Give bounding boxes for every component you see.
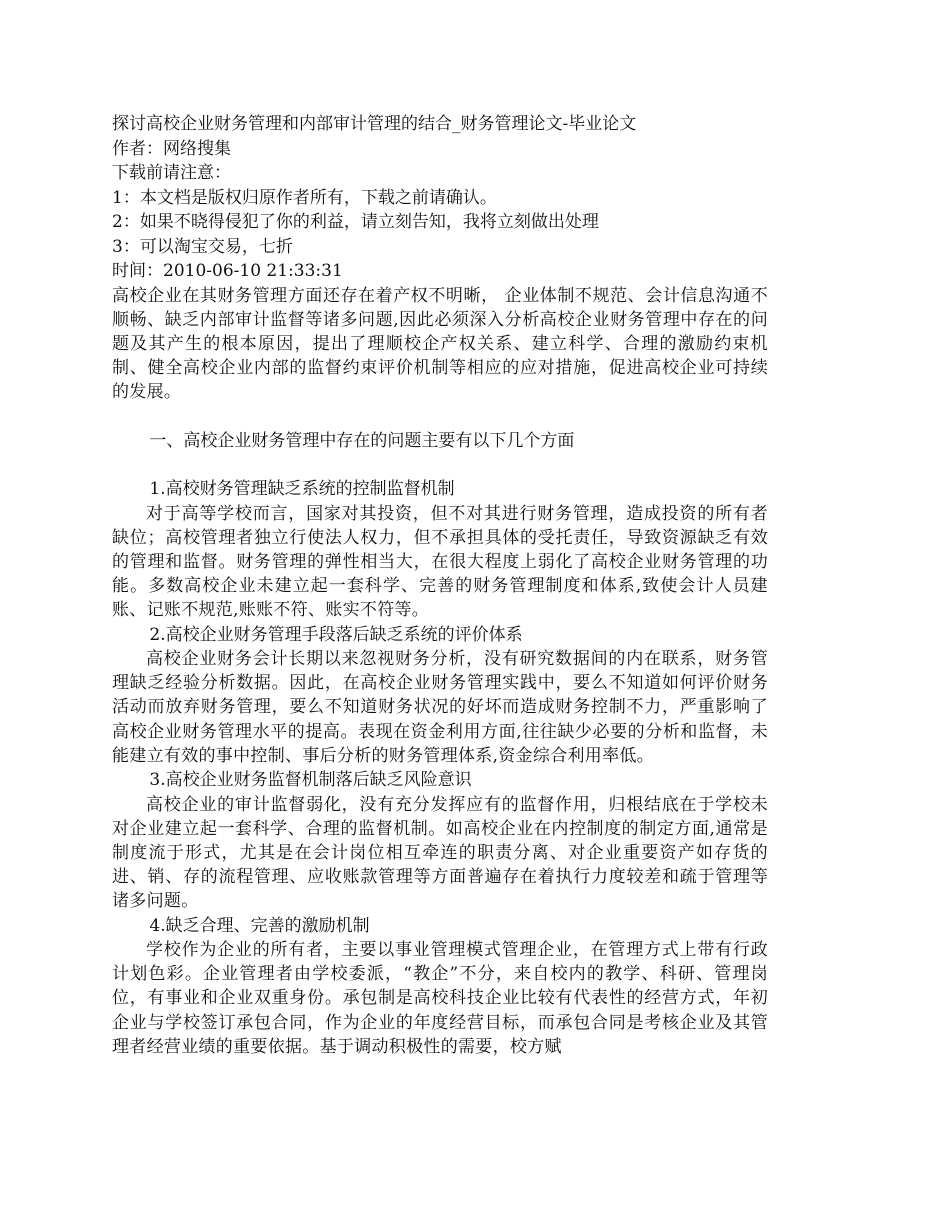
subsection-3-heading: 3.高校企业财务监督机制落后缺乏风险意识: [149, 770, 472, 791]
section-1-heading: 一、高校企业财务管理中存在的问题主要有以下几个方面: [149, 430, 575, 451]
subsection-1-body: 对于高等学校而言，国家对其投资，但不对其进行财务管理，造成投资的所有者缺位；高校管理者独立行使法人权力，但不承担具体的受托责任，导致资源缺乏有效的管理和监督。财务管理的弹性相当大，在很大程度上弱化了高校企业财务管理的功能。多数高校企业未建立起一套科学、完善的财务管理制度和体系,致使会计人员建账、记账不规范,账账不符、账实不符等。: [112, 503, 768, 621]
document-page: [112, 112, 768, 1059]
subsection-4-body: 学校作为企业的所有者，主要以事业管理模式管理企业，在管理方式上带有行政计划色彩。企业管理者由学校委派，“教企”不分，来自校内的教学、科研、管理岗位，有事业和企业双重身份。承包制是高校科技企业比较有代表性的经营方式，年初企业与学校签订承包合同，作为企业的年度经营目标，而承包合同是考核企业及其管理者经营业绩的重要依据。基于调动积极性的需要，校方赋: [112, 940, 768, 1057]
document-author: 作者：网络搜集: [112, 138, 231, 159]
document-time: 时间：2010-06-10 21:33:31: [112, 261, 343, 281]
spacer: [112, 453, 768, 477]
subsection-1-heading: 1.高校财务管理缺乏系统的控制监督机制: [149, 479, 455, 500]
notice-item-3: 3：可以淘宝交易，七折: [112, 236, 293, 257]
subsection-2-heading: 2.高校企业财务管理手段落后缺乏系统的评价体系: [149, 624, 523, 645]
notice-heading: 下载前请注意：: [112, 163, 231, 183]
notice-item-1: 1：本文档是版权归原作者所有，下载之前请确认。: [112, 187, 497, 208]
subsection-2-body: 高校企业财务会计长期以来忽视财务分析，没有研究数据间的内在联系，财务管理缺乏经验分析数据。因此，在高校企业财务管理实践中，要么不知道如何评价财务活动而放弃财务管理，要么不知道财务状况的好坏而造成财务控制不力，严重影响了高校企业财务管理水平的提高。表现在资金利用方面,往往缺少必要的分析和监督，未能建立有效的事中控制、事后分析的财务管理体系,资金综合利用率低。: [112, 649, 768, 766]
spacer: [112, 405, 768, 429]
notice-item-2: 2：如果不晓得侵犯了你的利益，请立刻告知，我将立刻做出处理: [112, 212, 599, 232]
subsection-3-body: 高校企业的审计监督弱化，没有充分发挥应有的监督作用，归根结底在于学校未对企业建立起一套科学、合理的监督机制。如高校企业在内控制度的制定方面,通常是制度流于形式，尤其是在会计岗位相互牵连的职责分离、对企业重要资产如存货的进、销、存的流程管理、应收账款管理等方面普遍存在着执行力度较差和疏于管理等诸多问题。: [112, 794, 768, 912]
subsection-4-heading: 4.缺乏合理、完善的激励机制: [149, 915, 370, 936]
abstract-paragraph: 高校企业在其财务管理方面还存在着产权不明晰， 企业体制不规范、会计信息沟通不顺畅、缺乏内部审计监督等诸多问题,因此必须深入分析高校企业财务管理中存在的问题及其产生的根本原因，提出了理顺校企产权关系、建立科学、合理的激励约束机制、健全高校企业内部的监督约束评价机制等相应的应对措施，促进高校企业可持续的发展。: [112, 285, 768, 403]
document-title: 探讨高校企业财务管理和内部审计管理的结合_财务管理论文-毕业论文: [112, 114, 637, 134]
